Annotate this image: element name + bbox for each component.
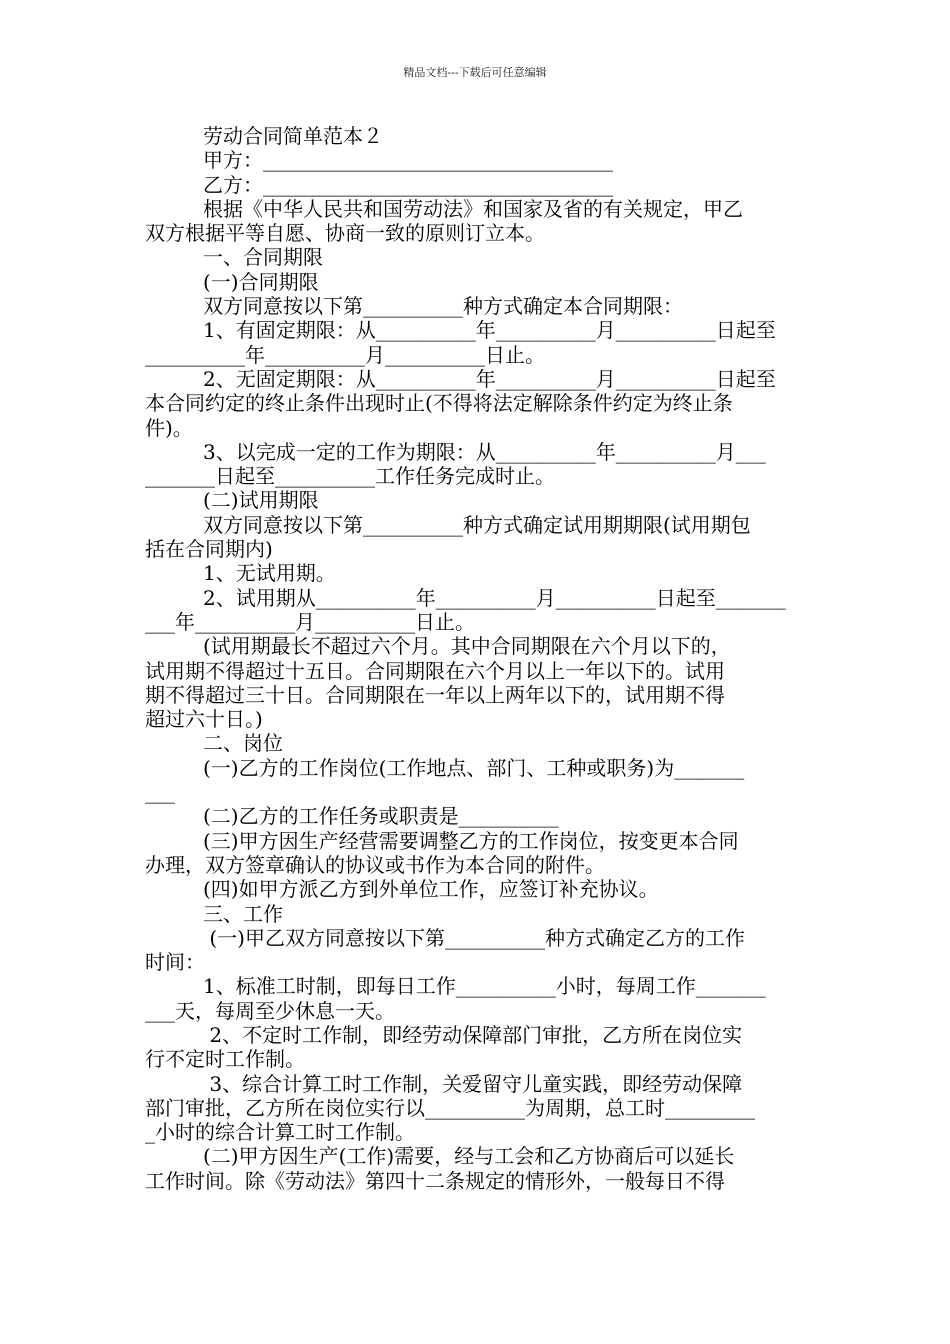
document-line: (四)如甲方派乙方到外单位工作，应签订补充协议。 [203,877,659,902]
document-line: 2、无固定期限：从__________年__________月__________日起至 [203,366,776,391]
document-line: _小时的综合计算工时工作制。 [145,1120,415,1145]
document-line: ___年__________月__________日止。 [145,609,475,634]
document-line: 双方同意按以下第__________种方式确定本合同期限： [203,294,683,319]
document-line: 二、岗位 [203,731,283,756]
document-line: 3、综合计算工时工作制，关爱留守儿童实践，即经劳动保障 [203,1071,743,1096]
document-line: 1、标准工时制，即每日工作__________小时，每周工作_______ [203,974,766,999]
document-line: (一)乙方的工作岗位(工作地点、部门、工种或职务)为_______ [203,755,745,780]
document-line: 本合同约定的终止条件出现时止(不得将法定解除条件约定为终止条 [145,391,733,416]
document-body [145,124,807,1193]
document-line: 一、合同期限 [203,245,323,270]
document-line: 部门审批，乙方所在岗位实行以__________为周期，总工时_________ [145,1095,755,1120]
document-line: (试用期最长不超过六个月。其中合同期限在六个月以下的， [203,634,731,659]
document-line: 双方同意按以下第__________种方式确定试用期期限(试用期包 [203,512,751,537]
document-line: (三)甲方因生产经营需要调整乙方的工作岗位，按变更本合同 [203,828,739,853]
document-line: 括在合同期内) [145,537,273,562]
document-line: ___ [145,780,175,805]
document-line: 2、不定时工作制，即经劳动保障部门审批，乙方所在岗位实 [203,1022,743,1047]
document-line: 行不定时工作制。 [145,1047,305,1072]
document-line: 1、有固定期限：从__________年__________月__________日起至 [203,318,776,343]
document-line: 超过六十日。) [145,707,263,732]
document-line: 三、工作 [203,901,283,926]
document-line: 期不得超过三十日。合同期限在一年以上两年以下的，试用期不得 [145,682,725,707]
document-line: 工作时间。除《劳动法》第四十二条规定的情形外，一般每日不得 [145,1168,725,1193]
document-line: 劳动合同简单范本２ [203,124,383,148]
page-header: 精品文档---下载后可任意编辑 [403,66,547,79]
document-line: 试用期不得超过十五日。合同期限在六个月以上一年以下的。试用 [145,658,725,683]
document-line: 乙方：___________________________________ [203,172,613,197]
document-line: 根据《中华人民共和国劳动法》和国家及省的有关规定，甲乙 [203,196,743,221]
document-line: 办理，双方签章确认的协议或书作为本合同的附件。 [145,852,605,877]
document-line: _______日起至__________工作任务完成时止。 [145,464,555,489]
document-line: 双方根据平等自愿、协商一致的原则订立本。 [145,221,545,246]
document-line: (二)甲方因生产(工作)需要，经与工会和乙方协商后可以延长 [203,1144,735,1169]
document-line: 2、试用期从__________年__________月__________日起至_______ [203,585,786,610]
document-line: __________年__________月__________日止。 [145,342,545,367]
document-line: (一)甲乙双方同意按以下第__________种方式确定乙方的工作 [203,925,745,950]
document-line: 3、以完成一定的工作为期限：从__________年__________月___ [203,439,766,464]
document-line: (一)合同期限 [203,269,319,294]
document-line: (二)乙方的工作任务或职责是__________ [203,804,559,829]
document-line: 甲方：___________________________________ [203,148,613,173]
document-line: ___天，每周至少休息一天。 [145,998,395,1023]
document-line: (二)试用期限 [203,488,319,513]
document-line: 1、无试用期。 [203,561,336,586]
document-line: 时间： [145,950,205,975]
document-line: 件)。 [145,415,193,440]
